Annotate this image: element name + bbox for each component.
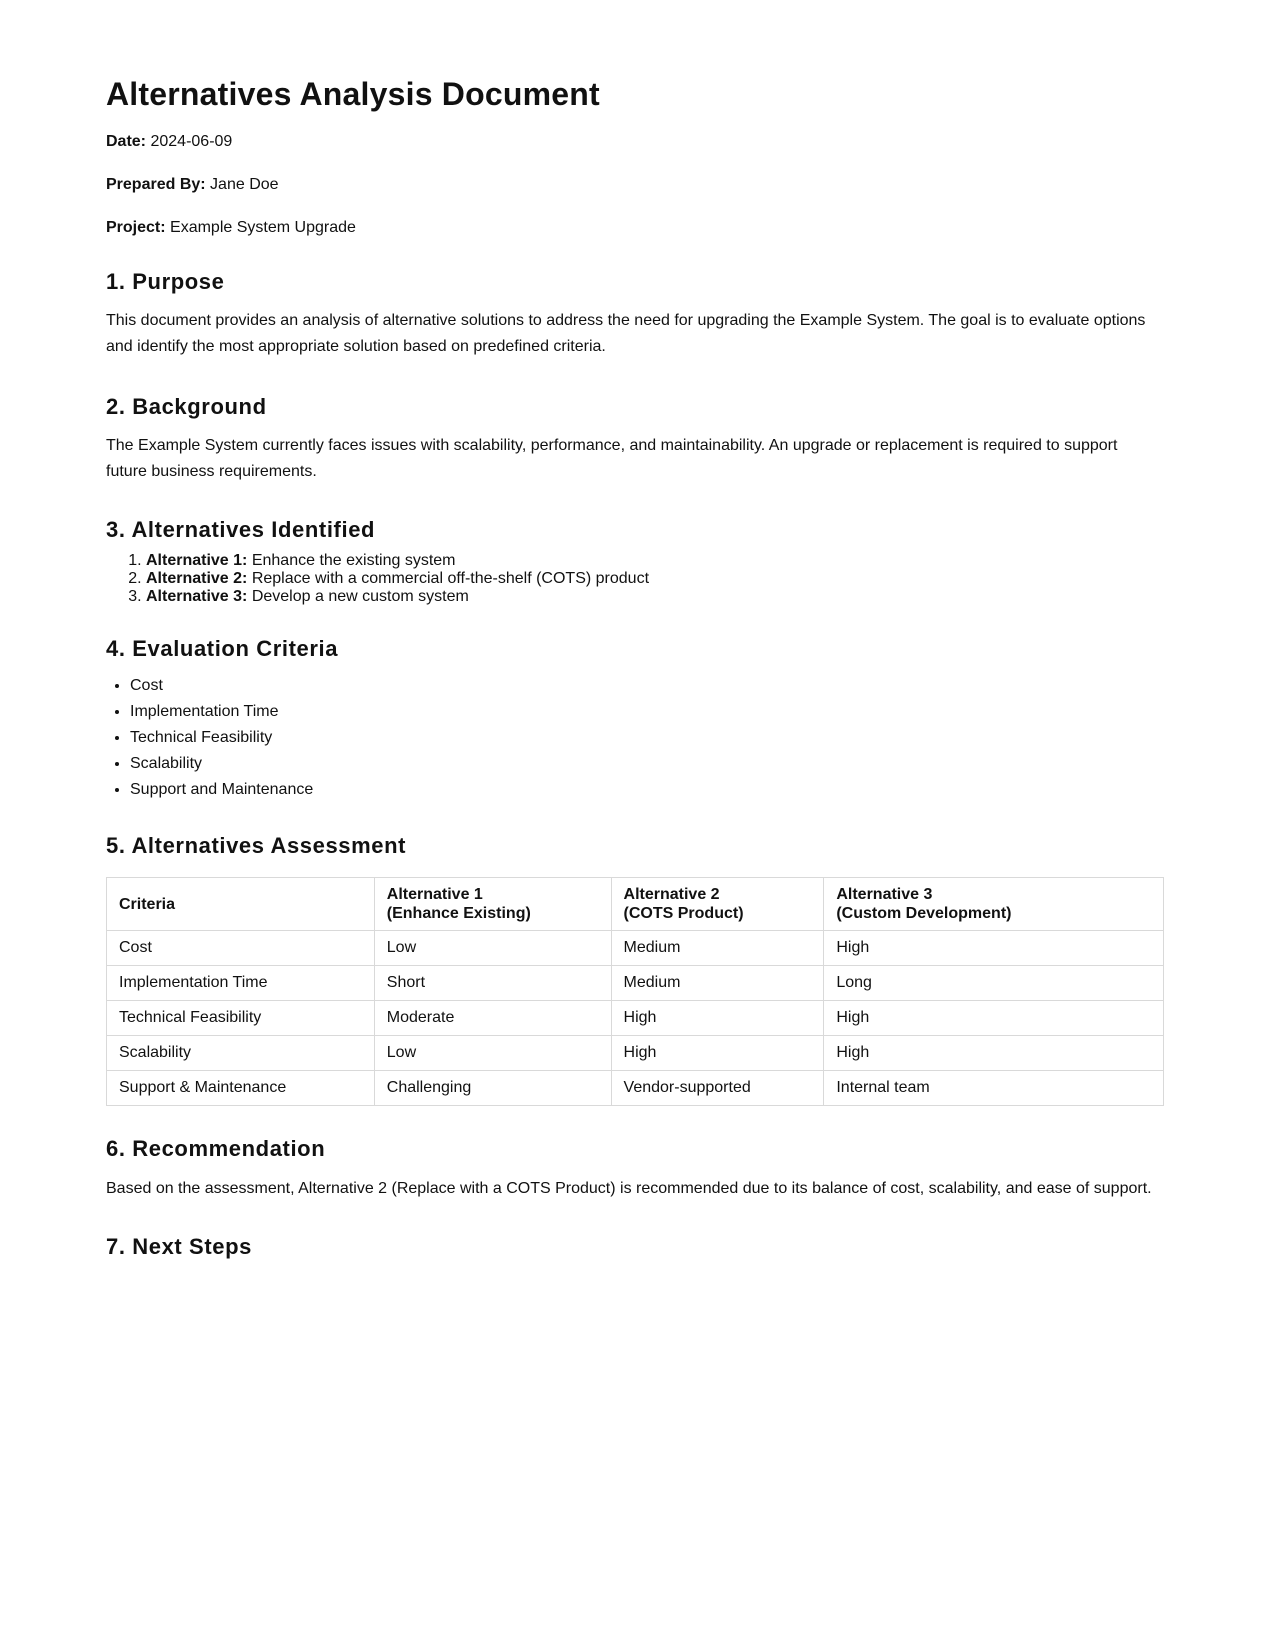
- table-cell: High: [824, 1001, 1164, 1036]
- list-item: [146, 552, 1157, 570]
- table-cell: High: [824, 1036, 1164, 1071]
- header-line: Criteria: [119, 895, 176, 913]
- meta-project: [106, 218, 1157, 238]
- table-header-cell: [824, 878, 1164, 931]
- criteria-heading: 4. Evaluation Criteria: [106, 636, 339, 661]
- meta-date-label: Date:: [106, 133, 147, 150]
- assessment-heading: 5. Alternatives Assessment: [106, 833, 407, 858]
- header-line: Alternative 3: [836, 886, 933, 903]
- meta-prepared-by: [106, 175, 1157, 195]
- list-item: • Scalability: [130, 751, 1157, 777]
- alternatives-list: [106, 552, 1157, 606]
- list-item: • Implementation Time: [130, 699, 1157, 725]
- table-header-cell: [107, 878, 375, 931]
- table-row: [107, 966, 1164, 1001]
- table-row: [107, 931, 1164, 966]
- table-cell: High: [824, 931, 1164, 966]
- table-header-cell: [374, 878, 611, 931]
- section-purpose: [106, 268, 1157, 360]
- section-criteria: [106, 635, 1157, 803]
- header-line: Alternative 1: [386, 886, 483, 903]
- meta-date-value: 2024-06-09: [150, 133, 233, 150]
- purpose-heading: 1. Purpose: [106, 269, 225, 294]
- background-heading: 2. Background: [106, 394, 267, 419]
- section-assessment: [106, 832, 1157, 1106]
- purpose-text: This document provides an analysis of alternative solutions to address the need for upgrading the Example System. The goal is to evaluate options and identify the most appropriate solution based on predefined criteria.: [106, 312, 1146, 355]
- table-cell: Cost: [107, 931, 375, 966]
- header-subline: (Enhance Existing): [386, 905, 531, 922]
- recommendation-heading: 6. Recommendation: [106, 1136, 326, 1161]
- alternative-label: Alternative 1:: [146, 552, 248, 569]
- section-next-steps: [106, 1233, 1157, 1261]
- table-cell: Vendor-supported: [611, 1071, 824, 1106]
- table-row: [107, 1036, 1164, 1071]
- list-item: [146, 570, 1157, 588]
- background-text: The Example System currently faces issues with scalability, performance, and maintainability. An upgrade or replacement is required to support future business requirements.: [106, 437, 1118, 480]
- next-steps-heading: 7. Next Steps: [106, 1234, 252, 1259]
- alternative-text: Develop a new custom system: [251, 588, 469, 605]
- table-cell: Short: [374, 966, 611, 1001]
- header-subline: (COTS Product): [623, 905, 744, 922]
- section-background: [106, 393, 1157, 485]
- table-header-row: [107, 878, 1164, 931]
- list-item: • Cost: [130, 673, 1157, 699]
- table-row: [107, 1001, 1164, 1036]
- table-cell: High: [611, 1036, 824, 1071]
- meta-project-label: Project:: [106, 219, 166, 236]
- table-cell: Technical Feasibility: [107, 1001, 375, 1036]
- meta-project-value: Example System Upgrade: [170, 219, 356, 236]
- table-cell: Challenging: [374, 1071, 611, 1106]
- table-cell: Scalability: [107, 1036, 375, 1071]
- table-cell: High: [611, 1001, 824, 1036]
- table-cell: Low: [374, 931, 611, 966]
- list-item: [146, 588, 1157, 606]
- table-cell: Medium: [611, 966, 824, 1001]
- alternative-text: Enhance the existing system: [251, 552, 456, 569]
- alternative-label: Alternative 3:: [146, 588, 248, 605]
- meta-prepared-label: Prepared By:: [106, 176, 206, 193]
- table-header-cell: [611, 878, 824, 931]
- document-title: Alternatives Analysis Document: [106, 76, 600, 112]
- alternatives-heading: 3. Alternatives Identified: [106, 517, 376, 542]
- header-subline: (Custom Development): [836, 905, 1012, 922]
- assessment-table: [106, 877, 1164, 1106]
- meta-date: [106, 132, 1157, 152]
- header-line: Alternative 2: [623, 886, 720, 903]
- section-alternatives: [106, 516, 1157, 606]
- table-cell: Moderate: [374, 1001, 611, 1036]
- alternative-label: Alternative 2:: [146, 570, 248, 587]
- table-cell: Implementation Time: [107, 966, 375, 1001]
- table-cell: Medium: [611, 931, 824, 966]
- alternative-text: Replace with a commercial off-the-shelf (COTS) product: [251, 570, 650, 587]
- criteria-list: [106, 673, 1157, 803]
- list-item: • Support and Maintenance: [130, 777, 1157, 803]
- list-item: • Technical Feasibility: [130, 725, 1157, 751]
- table-cell: Internal team: [824, 1071, 1164, 1106]
- table-cell: Support & Maintenance: [107, 1071, 375, 1106]
- table-cell: Long: [824, 966, 1164, 1001]
- recommendation-text: Based on the assessment, Alternative 2 (Replace with a COTS Product) is recommended due to its balance of cost, scalability, and ease of support.: [106, 1180, 1152, 1197]
- table-row: [107, 1071, 1164, 1106]
- section-recommendation: [106, 1135, 1157, 1202]
- meta-prepared-value: Jane Doe: [210, 176, 279, 193]
- table-cell: Low: [374, 1036, 611, 1071]
